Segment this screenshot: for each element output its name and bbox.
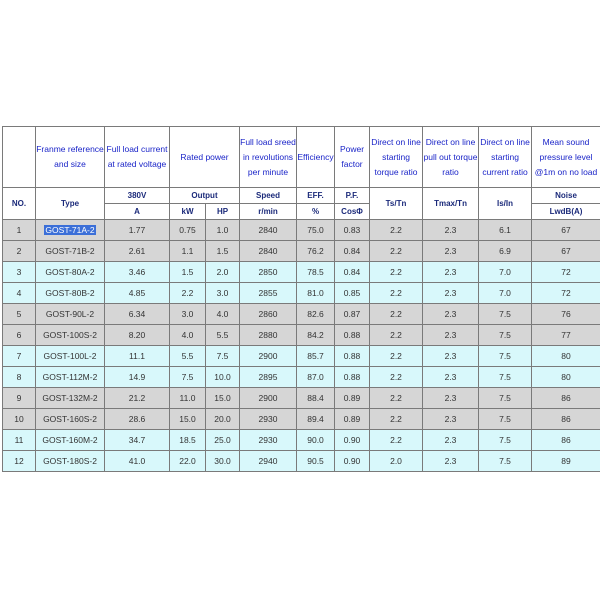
cell-speed: 2900 [240, 346, 297, 367]
cell-pf: 0.84 [335, 241, 370, 262]
header-no: NO. [3, 188, 36, 220]
cell-tmax: 2.3 [423, 346, 479, 367]
header-eff: EFF. [297, 188, 335, 204]
unit-hp: HP [206, 204, 240, 220]
cell-hp: 5.5 [206, 325, 240, 346]
header-tmax-tn: Tmax/Tn [423, 188, 479, 220]
selected-type-text[interactable]: GOST-71A-2 [45, 225, 95, 235]
header-desc-sound: Mean sound pressure level @1m on no load [532, 127, 600, 188]
cell-kw: 1.1 [170, 241, 206, 262]
cell-pf: 0.85 [335, 283, 370, 304]
unit-current: A [105, 204, 170, 220]
header-desc-efficiency: Efficiency [297, 127, 335, 188]
cell-ts: 2.2 [370, 262, 423, 283]
cell-no: 7 [3, 346, 36, 367]
cell-no: 5 [3, 304, 36, 325]
header-ts-tn: Ts/Tn [370, 188, 423, 220]
cell-kw: 18.5 [170, 430, 206, 451]
motor-spec-table-container [2, 126, 600, 472]
cell-speed: 2880 [240, 325, 297, 346]
cell-eff: 88.4 [297, 388, 335, 409]
table-row [3, 220, 600, 241]
cell-eff: 76.2 [297, 241, 335, 262]
cell-pf: 0.83 [335, 220, 370, 241]
cell-speed: 2840 [240, 220, 297, 241]
cell-eff: 90.5 [297, 451, 335, 472]
cell-kw: 7.5 [170, 367, 206, 388]
cell-noise: 72 [532, 283, 600, 304]
cell-ts: 2.2 [370, 430, 423, 451]
cell-no: 12 [3, 451, 36, 472]
table-body [3, 220, 600, 472]
unit-noise: LwdB(A) [532, 204, 600, 220]
cell-noise: 67 [532, 241, 600, 262]
unit-speed: r/min [240, 204, 297, 220]
cell-current: 21.2 [105, 388, 170, 409]
cell-kw: 5.5 [170, 346, 206, 367]
cell-no: 9 [3, 388, 36, 409]
cell-no: 10 [3, 409, 36, 430]
cell-speed: 2930 [240, 409, 297, 430]
cell-is: 7.5 [479, 346, 532, 367]
table-row [3, 346, 600, 367]
cell-ts: 2.2 [370, 325, 423, 346]
cell-kw: 22.0 [170, 451, 206, 472]
cell-hp: 20.0 [206, 409, 240, 430]
cell-eff: 84.2 [297, 325, 335, 346]
cell-type: GOST-71B-2 [36, 241, 105, 262]
cell-noise: 86 [532, 409, 600, 430]
cell-is: 7.5 [479, 367, 532, 388]
cell-tmax: 2.3 [423, 220, 479, 241]
cell-eff: 89.4 [297, 409, 335, 430]
cell-current: 3.46 [105, 262, 170, 283]
cell-type: GOST-100L-2 [36, 346, 105, 367]
cell-kw: 4.0 [170, 325, 206, 346]
cell-current: 4.85 [105, 283, 170, 304]
cell-kw: 11.0 [170, 388, 206, 409]
cell-tmax: 2.3 [423, 283, 479, 304]
cell-eff: 85.7 [297, 346, 335, 367]
cell-current: 2.61 [105, 241, 170, 262]
cell-ts: 2.2 [370, 388, 423, 409]
cell-is: 6.1 [479, 220, 532, 241]
cell-ts: 2.2 [370, 304, 423, 325]
header-desc-speed: Full load sreed in revolutions per minute [240, 127, 297, 188]
cell-pf: 0.88 [335, 346, 370, 367]
cell-hp: 1.5 [206, 241, 240, 262]
table-row [3, 262, 600, 283]
cell-hp: 7.5 [206, 346, 240, 367]
cell-type: GOST-160M-2 [36, 430, 105, 451]
cell-no: 2 [3, 241, 36, 262]
cell-noise: 86 [532, 388, 600, 409]
cell-eff: 81.0 [297, 283, 335, 304]
header-description-row [3, 127, 600, 188]
cell-tmax: 2.3 [423, 262, 479, 283]
cell-is: 7.5 [479, 325, 532, 346]
cell-no: 6 [3, 325, 36, 346]
cell-hp: 1.0 [206, 220, 240, 241]
cell-ts: 2.2 [370, 220, 423, 241]
header-desc-no [3, 127, 36, 188]
cell-eff: 75.0 [297, 220, 335, 241]
cell-kw: 1.5 [170, 262, 206, 283]
cell-noise: 80 [532, 367, 600, 388]
cell-type: GOST-80B-2 [36, 283, 105, 304]
cell-speed: 2860 [240, 304, 297, 325]
table-row [3, 430, 600, 451]
motor-spec-table [2, 126, 600, 472]
cell-pf: 0.84 [335, 262, 370, 283]
cell-speed: 2855 [240, 283, 297, 304]
cell-noise: 77 [532, 325, 600, 346]
table-row [3, 451, 600, 472]
cell-hp: 25.0 [206, 430, 240, 451]
cell-hp: 2.0 [206, 262, 240, 283]
cell-eff: 90.0 [297, 430, 335, 451]
table-row [3, 409, 600, 430]
cell-pf: 0.88 [335, 367, 370, 388]
cell-noise: 89 [532, 451, 600, 472]
header-is-in: Is/In [479, 188, 532, 220]
cell-current: 28.6 [105, 409, 170, 430]
cell-noise: 72 [532, 262, 600, 283]
table-row [3, 241, 600, 262]
cell-noise: 80 [532, 346, 600, 367]
cell-tmax: 2.3 [423, 325, 479, 346]
table-row [3, 367, 600, 388]
cell-pf: 0.90 [335, 430, 370, 451]
cell-pf: 0.89 [335, 409, 370, 430]
header-desc-power-factor: Power factor [335, 127, 370, 188]
table-row [3, 388, 600, 409]
cell-current: 8.20 [105, 325, 170, 346]
header-desc-power: Rated power [170, 127, 240, 188]
cell-is: 6.9 [479, 241, 532, 262]
header-voltage: 380V [105, 188, 170, 204]
cell-type [36, 220, 105, 241]
cell-hp: 10.0 [206, 367, 240, 388]
cell-tmax: 2.3 [423, 304, 479, 325]
cell-no: 11 [3, 430, 36, 451]
cell-hp: 3.0 [206, 283, 240, 304]
cell-hp: 30.0 [206, 451, 240, 472]
cell-hp: 4.0 [206, 304, 240, 325]
header-noise: Noise [532, 188, 600, 204]
cell-ts: 2.2 [370, 409, 423, 430]
table-row [3, 325, 600, 346]
cell-pf: 0.88 [335, 325, 370, 346]
cell-tmax: 2.3 [423, 241, 479, 262]
cell-is: 7.5 [479, 409, 532, 430]
cell-speed: 2940 [240, 451, 297, 472]
cell-pf: 0.87 [335, 304, 370, 325]
cell-type: GOST-160S-2 [36, 409, 105, 430]
cell-tmax: 2.3 [423, 367, 479, 388]
cell-current: 6.34 [105, 304, 170, 325]
cell-is: 7.0 [479, 283, 532, 304]
cell-tmax: 2.3 [423, 451, 479, 472]
header-desc-starting-torque: Direct on line starting torque ratio [370, 127, 423, 188]
cell-speed: 2850 [240, 262, 297, 283]
cell-current: 14.9 [105, 367, 170, 388]
cell-is: 7.5 [479, 451, 532, 472]
header-desc-current: Full load current at rated voltage [105, 127, 170, 188]
cell-hp: 15.0 [206, 388, 240, 409]
cell-ts: 2.2 [370, 283, 423, 304]
cell-current: 34.7 [105, 430, 170, 451]
cell-type: GOST-112M-2 [36, 367, 105, 388]
cell-eff: 82.6 [297, 304, 335, 325]
header-desc-pullout-torque: Direct on line pull out torque ratio [423, 127, 479, 188]
table-row [3, 304, 600, 325]
cell-ts: 2.2 [370, 346, 423, 367]
cell-is: 7.5 [479, 388, 532, 409]
header-type: Type [36, 188, 105, 220]
cell-eff: 87.0 [297, 367, 335, 388]
cell-noise: 67 [532, 220, 600, 241]
cell-noise: 86 [532, 430, 600, 451]
cell-speed: 2840 [240, 241, 297, 262]
cell-current: 11.1 [105, 346, 170, 367]
cell-type: GOST-80A-2 [36, 262, 105, 283]
cell-no: 3 [3, 262, 36, 283]
cell-is: 7.5 [479, 304, 532, 325]
cell-speed: 2895 [240, 367, 297, 388]
header-desc-frame: Franme reference and size [36, 127, 105, 188]
cell-ts: 2.2 [370, 241, 423, 262]
unit-pf: CosΦ [335, 204, 370, 220]
cell-tmax: 2.3 [423, 388, 479, 409]
cell-type: GOST-90L-2 [36, 304, 105, 325]
header-output: Output [170, 188, 240, 204]
cell-kw: 2.2 [170, 283, 206, 304]
unit-eff: % [297, 204, 335, 220]
header-label-row [3, 188, 600, 204]
cell-current: 41.0 [105, 451, 170, 472]
cell-pf: 0.90 [335, 451, 370, 472]
cell-no: 1 [3, 220, 36, 241]
cell-tmax: 2.3 [423, 409, 479, 430]
cell-type: GOST-180S-2 [36, 451, 105, 472]
cell-noise: 76 [532, 304, 600, 325]
table-row [3, 283, 600, 304]
cell-is: 7.5 [479, 430, 532, 451]
cell-no: 4 [3, 283, 36, 304]
cell-ts: 2.2 [370, 367, 423, 388]
cell-kw: 15.0 [170, 409, 206, 430]
header-speed: Speed [240, 188, 297, 204]
cell-type: GOST-100S-2 [36, 325, 105, 346]
cell-speed: 2900 [240, 388, 297, 409]
unit-kw: kW [170, 204, 206, 220]
cell-type: GOST-132M-2 [36, 388, 105, 409]
cell-tmax: 2.3 [423, 430, 479, 451]
cell-current: 1.77 [105, 220, 170, 241]
cell-pf: 0.89 [335, 388, 370, 409]
cell-is: 7.0 [479, 262, 532, 283]
cell-no: 8 [3, 367, 36, 388]
header-pf: P.F. [335, 188, 370, 204]
header-desc-starting-current: Direct on line starting current ratio [479, 127, 532, 188]
cell-kw: 0.75 [170, 220, 206, 241]
cell-kw: 3.0 [170, 304, 206, 325]
cell-eff: 78.5 [297, 262, 335, 283]
cell-speed: 2930 [240, 430, 297, 451]
cell-ts: 2.0 [370, 451, 423, 472]
